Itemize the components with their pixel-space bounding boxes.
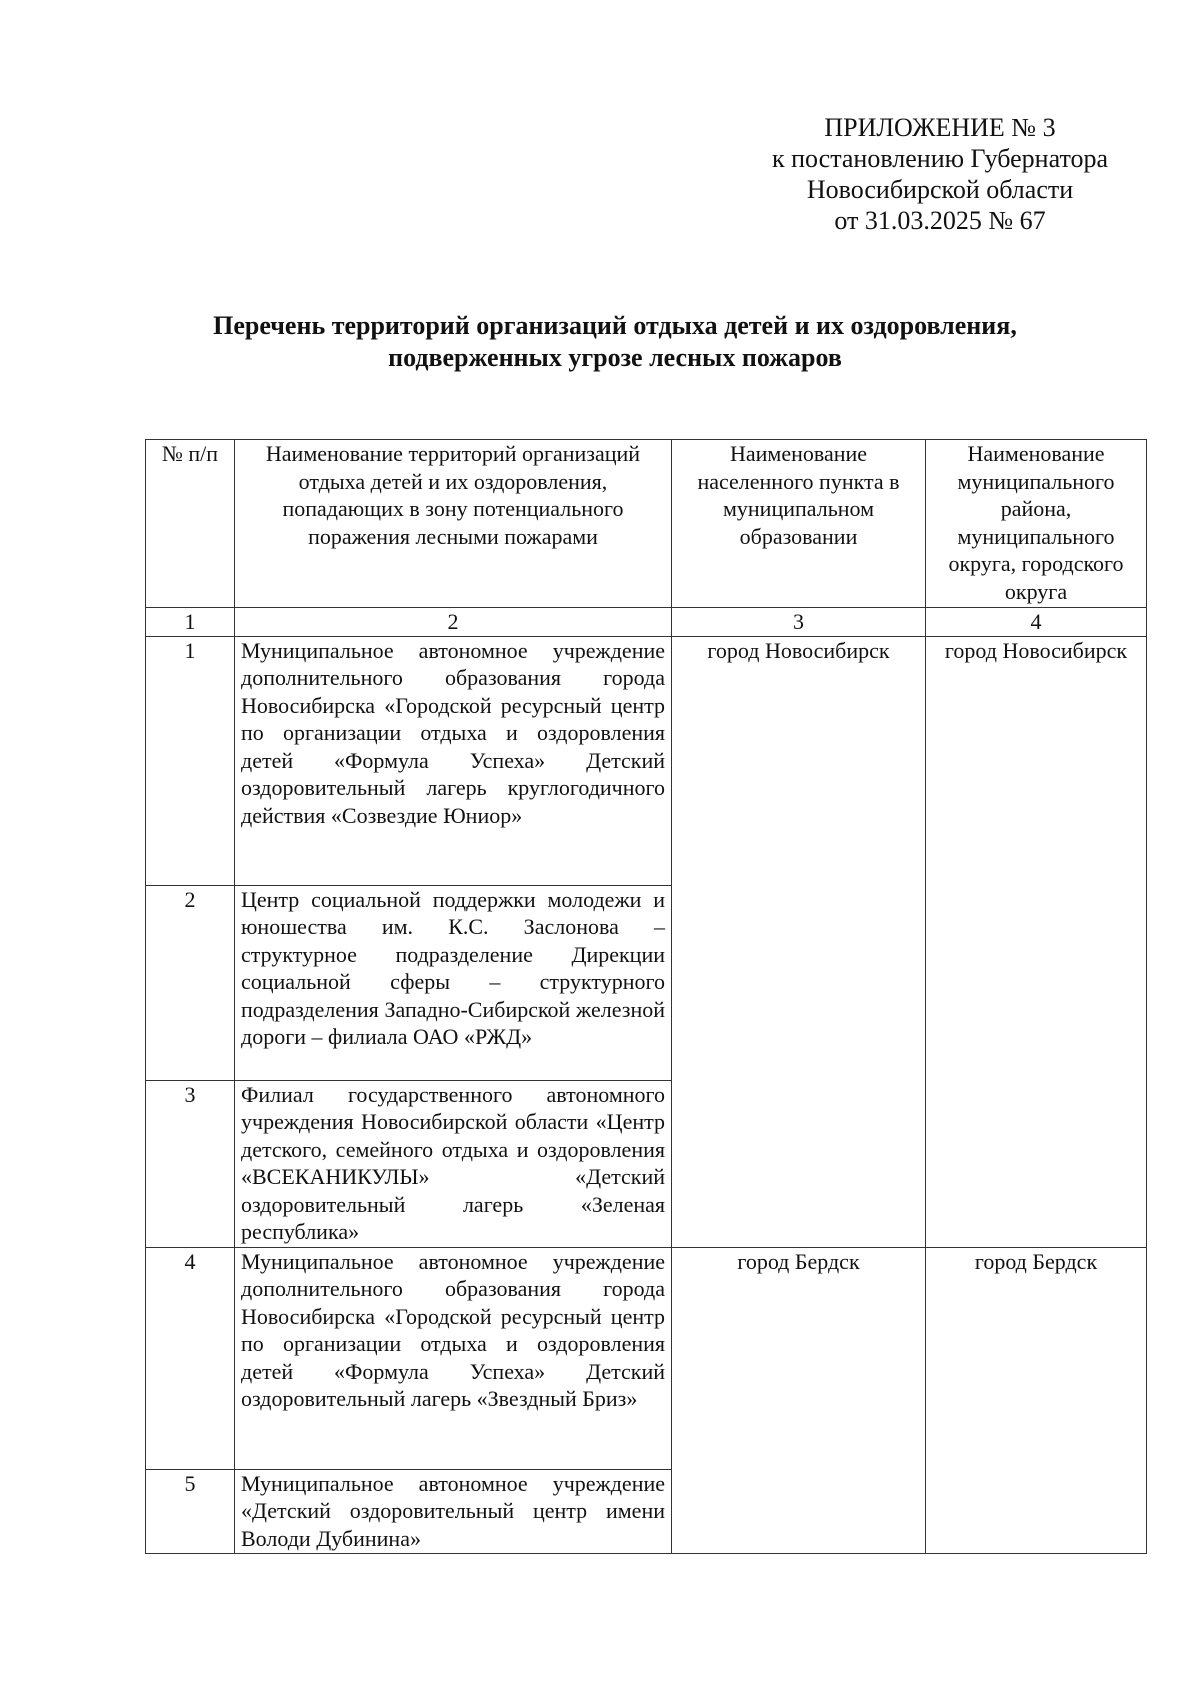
row-number: 4 — [146, 1247, 235, 1469]
header-district: Наименование муниципального района, муниципального округа, городского округа — [926, 440, 1147, 608]
appendix-reference: к постановлению Губернатора — [771, 144, 1109, 173]
column-number: 4 — [926, 608, 1147, 637]
organization-name: Муниципальное автономное учреждение дополнительного образования города Новосибирска «Городской ресурсный центр по организации отдыха и оздоровления детей «Формула Успеха» Детский оздоровительный лагерь круглогодичного действия «Созвездие Юниор» — [235, 636, 672, 885]
row-number: 5 — [146, 1469, 235, 1553]
row-number: 2 — [146, 885, 235, 1080]
appendix-region: Новосибирской области — [806, 175, 1074, 204]
table-header-row — [146, 440, 1147, 608]
organization-name: Муниципальное автономное учреждение «Детский оздоровительный центр имени Володи Дубинина» — [235, 1469, 672, 1553]
document-title-line-2: подверженных угрозе лесных пожаров — [388, 343, 842, 372]
settlement-name: город Новосибирск — [672, 636, 926, 1247]
table-row — [146, 1247, 1147, 1469]
organization-name: Филиал государственного автономного учреждения Новосибирской области «Центр детского, семейного отдыха и оздоровления «ВСЕКАНИКУЛЫ» «Детский оздоровительный лагерь «Зеленая республика» — [235, 1080, 672, 1247]
document-title — [140, 310, 1090, 374]
header-number: № п/п — [146, 440, 235, 608]
header-organization-name: Наименование территорий организаций отдыха детей и их оздоровления, попадающих в зону потенциального поражения лесными пожарами — [235, 440, 672, 608]
district-name: город Новосибирск — [926, 636, 1147, 1247]
column-number: 1 — [146, 608, 235, 637]
table-row — [146, 636, 1147, 885]
appendix-header — [720, 112, 1160, 236]
document-title-line-1: Перечень территорий организаций отдыха детей и их оздоровления, — [213, 311, 1017, 340]
district-name: город Бердск — [926, 1247, 1147, 1553]
row-number: 3 — [146, 1080, 235, 1247]
column-number: 3 — [672, 608, 926, 637]
settlement-name: город Бердск — [672, 1247, 926, 1553]
organization-name: Муниципальное автономное учреждение дополнительного образования города Новосибирска «Городской ресурсный центр по организации отдыха и оздоровления детей «Формула Успеха» Детский оздоровительный лагерь «Звездный Бриз» — [235, 1247, 672, 1469]
territories-table — [145, 439, 1147, 1554]
organization-name: Центр социальной поддержки молодежи и юношества им. К.С. Заслонова – структурное подразделение Дирекции социальной сферы – структурного подразделения Западно-Сибирской железной дороги – филиала ОАО «РЖД» — [235, 885, 672, 1080]
header-settlement: Наименование населенного пункта в муниципальном образовании — [672, 440, 926, 608]
appendix-date-number: от 31.03.2025 № 67 — [834, 206, 1046, 235]
appendix-number: ПРИЛОЖЕНИЕ № 3 — [824, 113, 1056, 142]
row-number: 1 — [146, 636, 235, 885]
column-number: 2 — [235, 608, 672, 637]
column-numbers-row — [146, 608, 1147, 637]
